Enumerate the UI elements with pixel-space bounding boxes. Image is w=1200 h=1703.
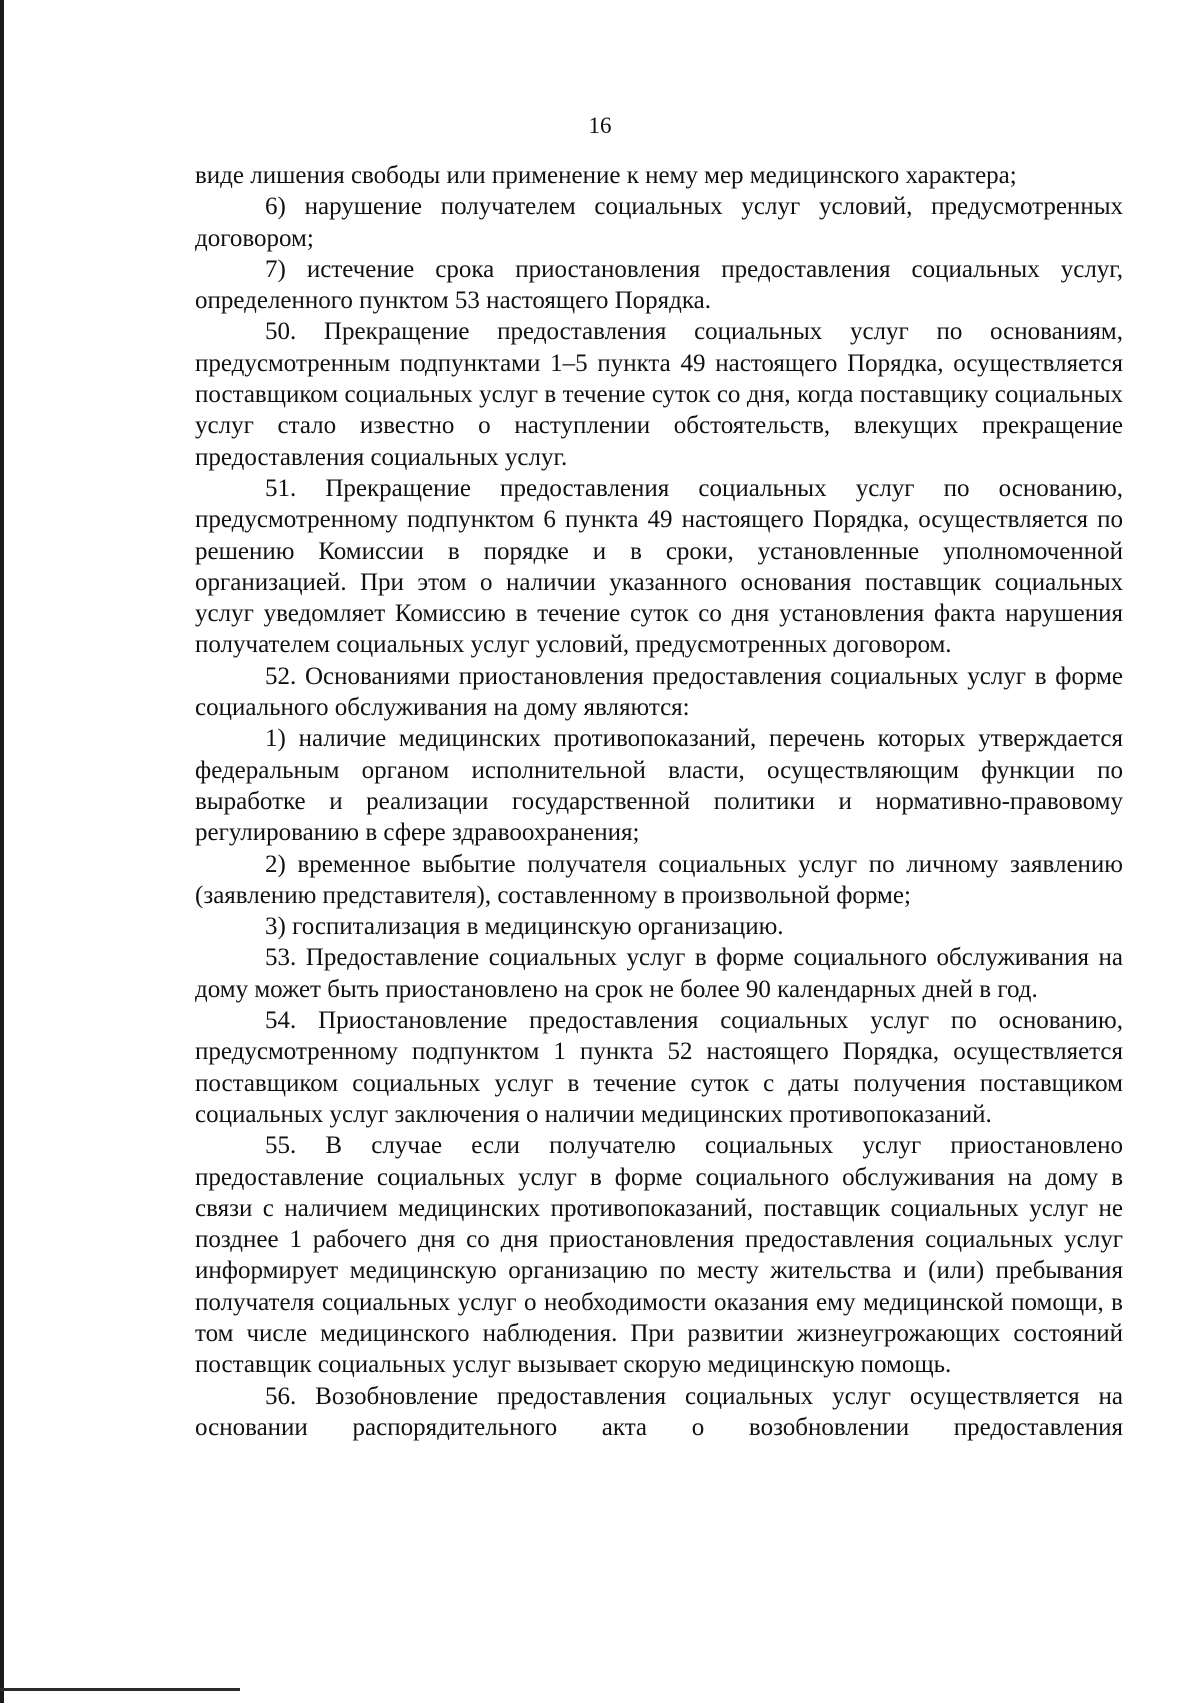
- paragraph-51: 51. Прекращение предоставления социальных услуг по основанию, предусмотренному подпунктом 6 пункта 49 настоящего Порядка, осуществляется по решению Комиссии в порядке и в сроки, установленные уполномоченной организацией. При этом о наличии указанного основания поставщик социальных услуг уведомляет Комиссию в течение суток со дня установления факта нарушения получателем социальных услуг условий, предусмотренных договором.: [195, 474, 1123, 659]
- scan-edge-left: [0, 0, 4, 1703]
- paragraph-53: 53. Предоставление социальных услуг в форме социального обслуживания на дому может быть приостановлено на срок не более 90 календарных дней в год.: [195, 944, 1123, 1003]
- paragraph-54: 54. Приостановление предоставления социальных услуг по основанию, предусмотренному подпунктом 1 пункта 52 настоящего Порядка, осуществляется поставщиком социальных услуг в течение суток с даты получения поставщиком социальных услуг заключения о наличии медицинских противопоказаний.: [195, 1007, 1123, 1128]
- paragraph-52-subitem-3: 3) госпитализация в медицинскую организацию.: [265, 913, 784, 941]
- paragraph-continuation: виде лишения свободы или применение к нему мер медицинского характера;: [195, 162, 1017, 189]
- page-number: 16: [588, 113, 612, 138]
- paragraph-56: 56. Возобновление предоставления социальных услуг осуществляется на основании распорядительного акта о возобновлении предоставления: [195, 1382, 1123, 1441]
- paragraph-subitem-6: 6) нарушение получателем социальных услуг условий, предусмотренных договором;: [195, 193, 1123, 252]
- paragraph-50: 50. Прекращение предоставления социальных услуг по основаниям, предусмотренным подпунктами 1–5 пункта 49 настоящего Порядка, осуществляется поставщиком социальных услуг в течение суток со дня, когда поставщику социальных услуг стало известно о наступлении обстоятельств, влекущих прекращение предоставления социальных услуг.: [195, 318, 1123, 471]
- paragraph-52: 52. Основаниями приостановления предоставления социальных услуг в форме социального обслуживания на дому являются:: [195, 662, 1123, 722]
- paragraph-55: 55. В случае если получателю социальных услуг приостановлено предоставление социальных услуг в форме социального обслуживания на дому в связи с наличием медицинских противопоказаний, поставщик социальных услуг не позднее 1 рабочего дня со дня приостановления предоставления социальных услуг информирует медицинскую организацию по месту жительства и (или) пребывания получателя социальных услуг о необходимости оказания ему медицинской помощи, в том числе медицинского наблюдения. При развитии жизнеугрожающих состояний поставщик социальных услуг вызывает скорую медицинскую помощь.: [195, 1132, 1123, 1379]
- paragraph-52-subitem-1: 1) наличие медицинских противопоказаний, перечень которых утверждается федеральным органом исполнительной власти, осуществляющим функции по выработке и реализации государственной политики и нормативно-правовому регулированию в сфере здравоохранения;: [195, 725, 1123, 847]
- paragraph-subitem-7: 7) истечение срока приостановления предоставления социальных услуг, определенного пунктом 53 настоящего Порядка.: [195, 255, 1123, 315]
- paragraph-52-subitem-2: 2) временное выбытие получателя социальных услуг по личному заявлению (заявлению представителя), составленному в произвольной форме;: [195, 850, 1123, 909]
- scan-edge-bottom: [0, 1688, 240, 1691]
- document-body: [195, 160, 1123, 1443]
